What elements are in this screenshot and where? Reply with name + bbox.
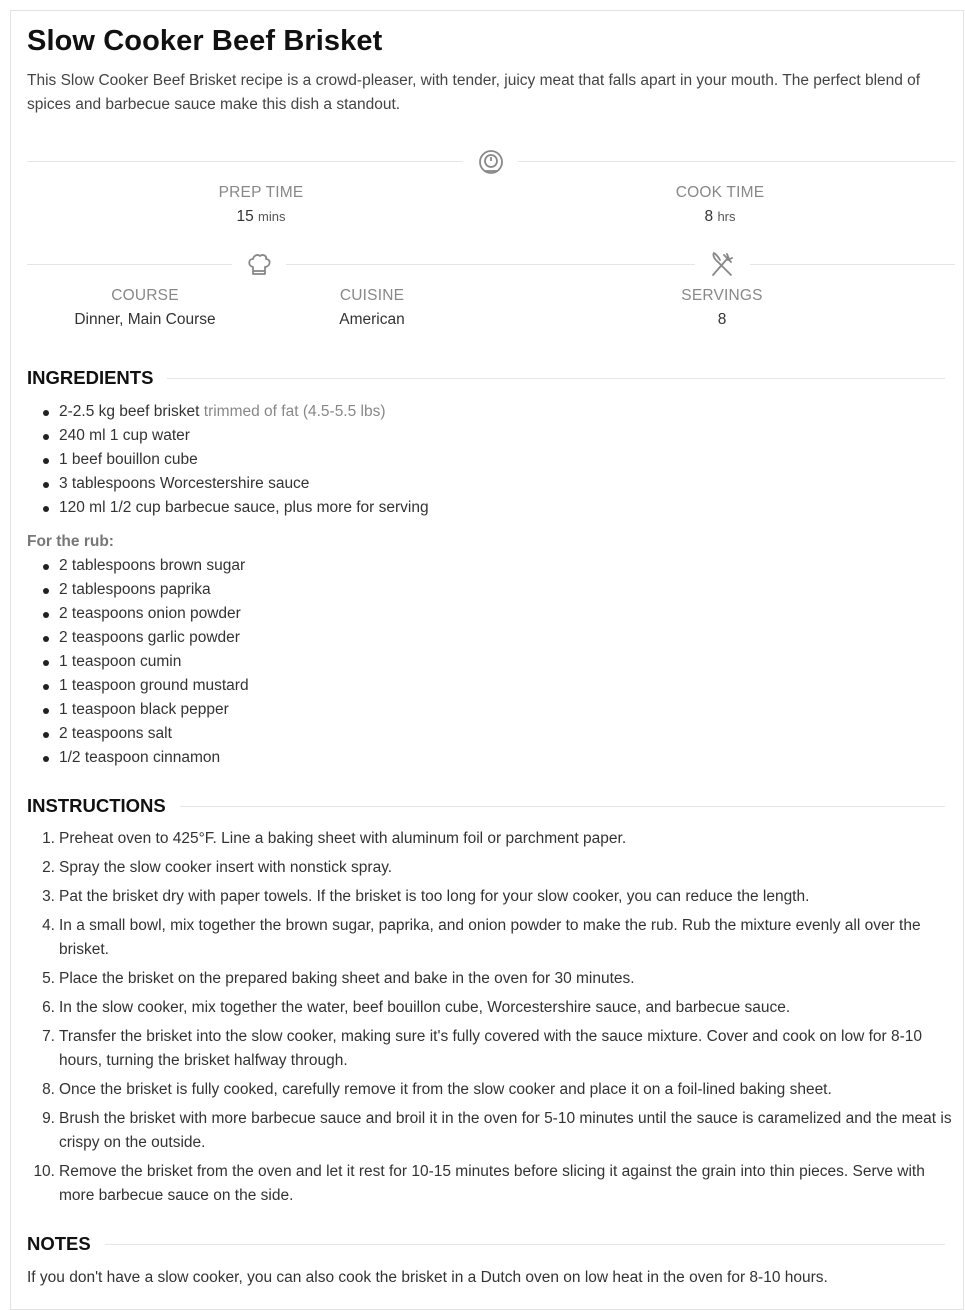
- rub-group-heading: For the rub:: [27, 533, 114, 550]
- cuisine-label: CUISINE: [339, 287, 405, 304]
- notes-text: If you don't have a slow cooker, you can also cook the brisket in a Dutch oven on low heat in the oven for 8-10 hours.: [27, 1269, 828, 1286]
- ingredient-item: 2 tablespoons paprika: [43, 578, 249, 602]
- instruction-step: 5. Place the brisket on the prepared baking sheet and bake in the oven for 30 minutes.: [42, 970, 635, 987]
- notes-header: [27, 1233, 945, 1257]
- servings-value: 8: [717, 311, 727, 328]
- divider: [27, 161, 463, 162]
- course-value: Dinner, Main Course: [74, 311, 216, 328]
- divider: [750, 264, 955, 265]
- ingredient-item: 2 teaspoons garlic powder: [43, 626, 249, 650]
- prep-time-label: PREP TIME: [218, 184, 304, 201]
- instruction-step: 2. Spray the slow cooker insert with nonstick spray.: [42, 859, 393, 876]
- ingredient-item: 120 ml 1/2 cup barbecue sauce, plus more for serving: [43, 496, 429, 520]
- ingredient-list-rub: [43, 554, 249, 770]
- ingredient-item: 1 beef bouillon cube: [43, 448, 429, 472]
- instruction-step: 7. Transfer the brisket into the slow cooker, making sure it's fully covered with the sauce mixture. Cover and cook on low for 8-10 hours, turning the brisket halfway through.: [42, 1028, 923, 1069]
- recipe-card: [10, 10, 964, 1310]
- cook-time-value: [640, 208, 800, 226]
- prep-time-amount: 15: [236, 208, 254, 225]
- ingredient-item: 1 teaspoon black pepper: [43, 698, 249, 722]
- instruction-step: 4. In a small bowl, mix together the brown sugar, paprika, and onion powder to make the rub. Rub the mixture evenly all over the brisket.: [42, 917, 921, 958]
- notes-heading: NOTES: [27, 1233, 105, 1255]
- servings: [622, 287, 822, 329]
- instruction-step: 1. Preheat oven to 425°F. Line a baking sheet with aluminum foil or parchment paper.: [42, 830, 627, 847]
- divider: [518, 161, 955, 162]
- prep-time-value: [181, 208, 341, 226]
- timer-icon: [476, 147, 506, 177]
- recipe-summary: This Slow Cooker Beef Brisket recipe is a crowd-pleaser, with tender, juicy meat that falls apart in your mouth. The perfect blend of spices and barbecue sauce make this dish a standout.: [27, 72, 921, 113]
- ingredient-item: 240 ml 1 cup water: [43, 424, 429, 448]
- instructions-heading: INSTRUCTIONS: [27, 795, 180, 817]
- ingredient-item: 2 tablespoons brown sugar: [43, 554, 249, 578]
- ingredient-item: 1/2 teaspoon cinnamon: [43, 746, 249, 770]
- divider: [27, 264, 232, 265]
- recipe-title: Slow Cooker Beef Brisket: [27, 25, 383, 57]
- chef-hat-icon: [244, 250, 274, 280]
- instruction-step: 9. Brush the brisket with more barbecue sauce and broil it in the oven for 5-10 minutes until the sauce is caramelized and the meat is crispy on the outside.: [42, 1110, 952, 1151]
- instruction-step: 8. Once the brisket is fully cooked, carefully remove it from the slow cooker and place it on a foil-lined baking sheet.: [42, 1081, 832, 1098]
- divider: [286, 264, 695, 265]
- ingredient-item: 2 teaspoons onion powder: [43, 602, 249, 626]
- cook-time-amount: 8: [704, 208, 714, 225]
- instructions-header: [27, 795, 945, 819]
- ingredients-heading: INGREDIENTS: [27, 367, 167, 389]
- cook-time-unit: hrs: [717, 209, 736, 224]
- prep-time: [181, 184, 341, 226]
- ingredient-item: 1 teaspoon ground mustard: [43, 674, 249, 698]
- ingredient-item: 2 teaspoons salt: [43, 722, 249, 746]
- ingredient-item: 1 teaspoon cumin: [43, 650, 249, 674]
- course-label: COURSE: [111, 287, 179, 304]
- cook-time: [640, 184, 800, 226]
- cuisine: [272, 287, 472, 329]
- ingredient-item: 2-2.5 kg beef brisket trimmed of fat (4.5-5.5 lbs): [43, 400, 429, 424]
- ingredient-list-main: [43, 400, 429, 520]
- servings-label: SERVINGS: [681, 287, 763, 304]
- instruction-step: 6. In the slow cooker, mix together the water, beef bouillon cube, Worcestershire sauce, and barbecue sauce.: [42, 999, 791, 1016]
- fork-knife-icon: [707, 250, 737, 280]
- cuisine-value: American: [339, 311, 405, 328]
- cook-time-label: COOK TIME: [675, 184, 765, 201]
- instruction-step: 10. Remove the brisket from the oven and let it rest for 10-15 minutes before slicing it against the grain into thin pieces. Serve with more barbecue sauce on the side.: [33, 1163, 925, 1204]
- instruction-step: 3. Pat the brisket dry with paper towels. If the brisket is too long for your slow cooker, you can reduce the length.: [42, 888, 810, 905]
- course: [45, 287, 245, 329]
- ingredients-header: [27, 367, 945, 391]
- ingredient-item: 3 tablespoons Worcestershire sauce: [43, 472, 429, 496]
- instruction-list: [27, 827, 955, 1213]
- prep-time-unit: mins: [258, 209, 286, 224]
